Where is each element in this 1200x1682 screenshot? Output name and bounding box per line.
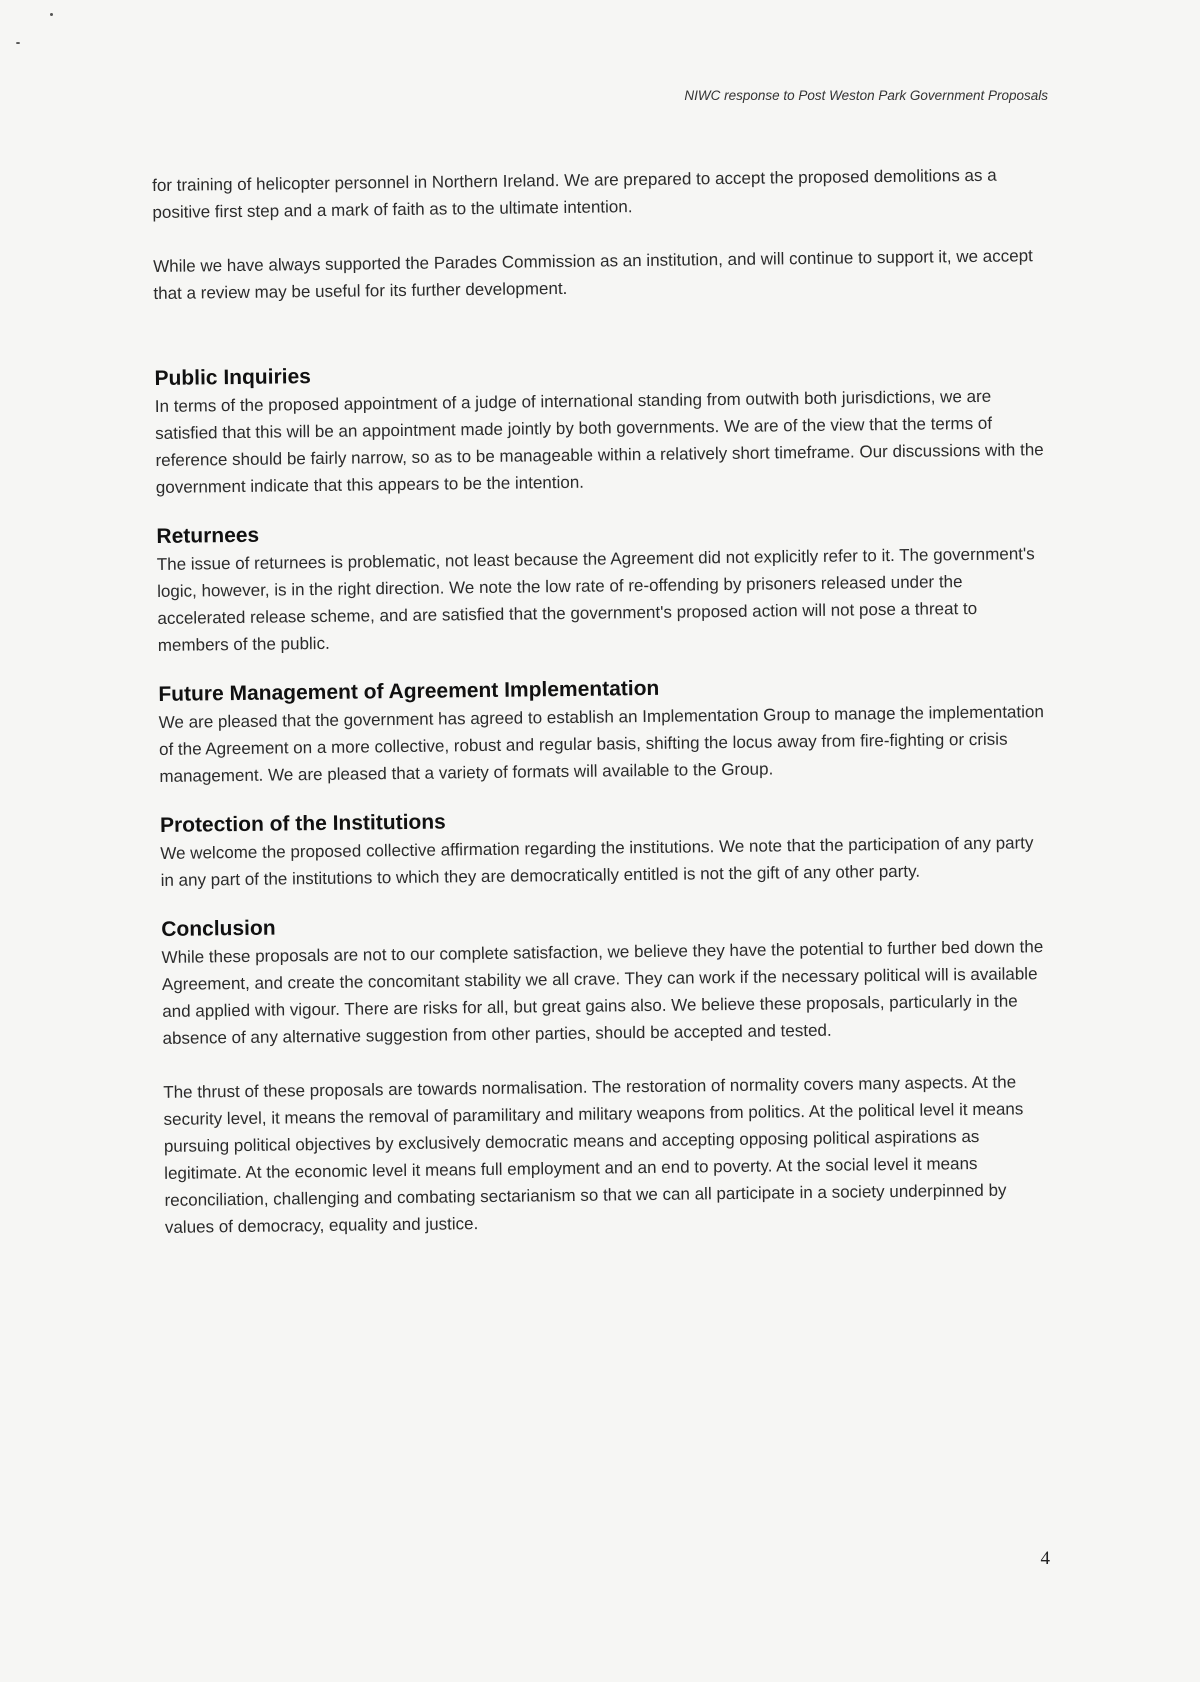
scan-speck: [16, 42, 20, 44]
section-heading-future-management: Future Management of Agreement Implementation: [158, 676, 660, 706]
intro-paragraph: While we have always supported the Parades Commission as an institution, and will continue to support it, we accept that a review may be useful for its further development.: [153, 246, 1033, 303]
section-heading-returnees: Returnees: [156, 523, 260, 548]
section-heading-public-inquiries: Public Inquiries: [154, 365, 312, 390]
intro-paragraph: for training of helicopter personnel in Northern Ireland. We are prepared to accept the proposed demolitions as a positive first step and a mark of faith as to the ultimate intention.: [152, 165, 997, 222]
section-paragraph: While these proposals are not to our complete satisfaction, we believe they have the potential to further bed down the Agreement, and create the concomitant stability we all crave. They can work if the necessary political will is available and applied with vigour. There are risks for all, but great gains also. We believe these proposals, particularly in the absence of any alternative suggestion from other parties, should be accepted and tested.: [161, 937, 1044, 1048]
page-number: 4: [1040, 1548, 1050, 1569]
running-header: NIWC response to Post Weston Park Government Proposals: [684, 88, 1048, 103]
document-body: [152, 161, 1055, 1241]
section-paragraph: The thrust of these proposals are towards normalisation. The restoration of normality covers many aspects. At the security level, it means the removal of paramilitary and military weapons from politics. At the political level it means pursuing political objectives by exclusively democratic means and accepting opposing political aspirations as legitimate. At the economic level it means full employment and an end to poverty. At the social level it means reconciliation, challenging and combating sectarianism so that we can all participate in a society underpinned by values of democracy, equality and justice.: [163, 1072, 1024, 1237]
section-paragraph: We are pleased that the government has agreed to establish an Implementation Group to manage the implementation of the Agreement on a more collective, robust and regular basis, shifting the locus away from fire-fighting or crisis management. We are pleased that a variety of formats will available to the Group.: [158, 702, 1044, 786]
section-heading-protection-institutions: Protection of the Institutions: [159, 810, 446, 837]
section-heading-conclusion: Conclusion: [161, 916, 276, 941]
section-paragraph: We welcome the proposed collective affirmation regarding the institutions. We note that the participation of any party in any part of the institutions to which they are democratically entitled is not the gift of any other party.: [160, 833, 1034, 890]
scan-speck: [50, 13, 53, 16]
section-paragraph: In terms of the proposed appointment of a judge of international standing from outwith both jurisdictions, we are satisfied that this will be an appointment made jointly by both governments. We are of the view that the terms of reference should be fairly narrow, so as to be manageable within a relatively short timeframe. Our discussions with the government indicate that this appears to be the intention.: [154, 386, 1044, 497]
section-paragraph: The issue of returnees is problematic, not least because the Agreement did not explicitly refer to it. The government's logic, however, is in the right direction. We note the low rate of re-offending by prisoners released under the accelerated release scheme, and are satisfied that the government's proposed action will not pose a threat to members of the public.: [156, 544, 1035, 655]
